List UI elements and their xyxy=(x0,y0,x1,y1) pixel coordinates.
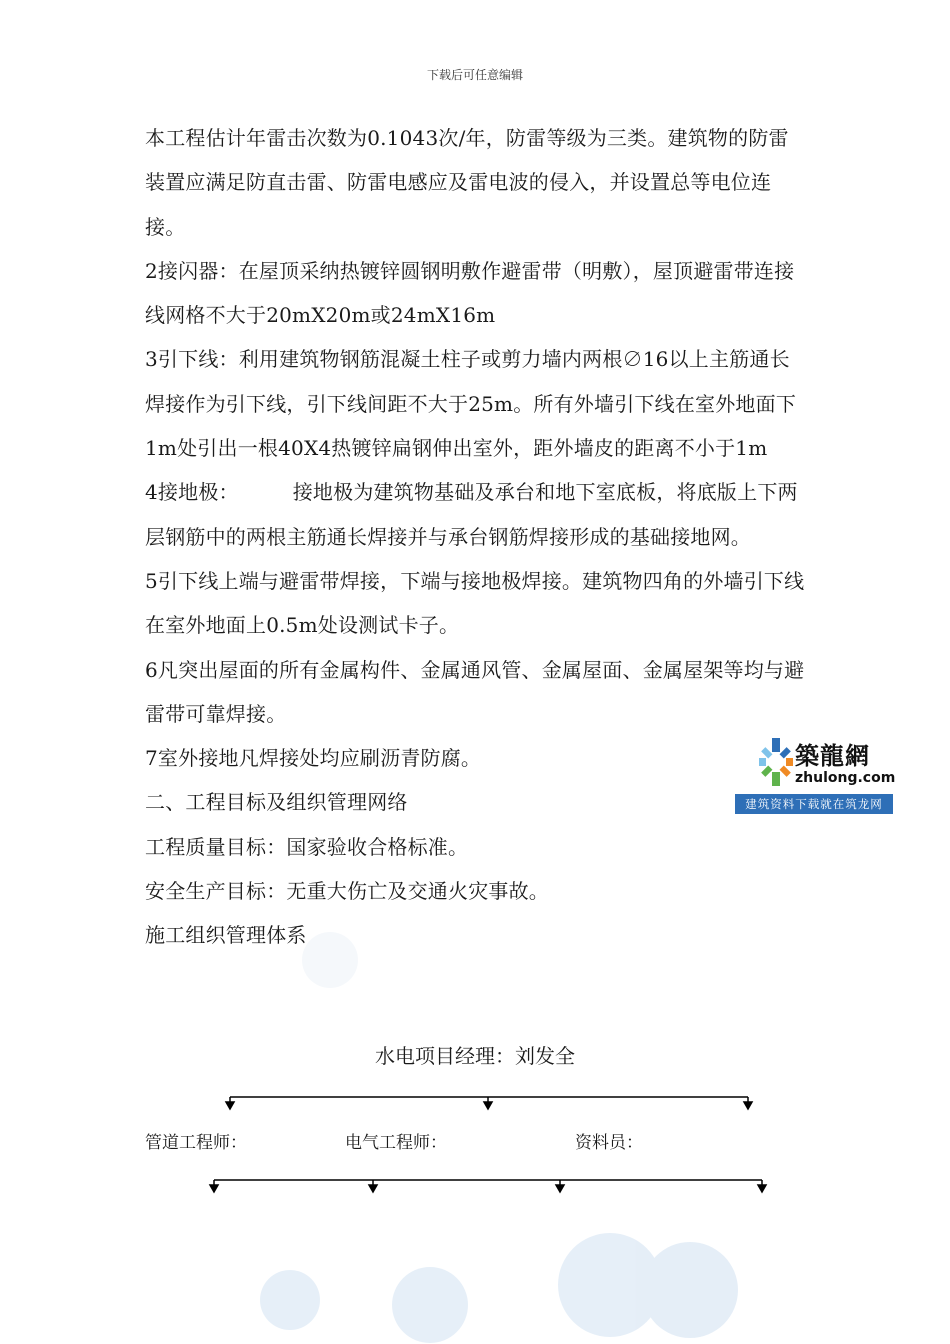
paragraph-label: 4接地极： xyxy=(145,480,239,505)
paragraph: 7室外接地凡焊接处均应刷沥青防腐。 xyxy=(145,746,482,771)
paragraph: 施工组织管理体系 xyxy=(145,923,307,948)
arrow-down-icon xyxy=(556,1185,564,1192)
logo-url: zhulong.com xyxy=(795,770,896,786)
paragraph: 2接闪器：在屋顶采纳热镀锌圆钢明敷作避雷带（明敷），屋顶避雷带连接线网格不大于20mX20m或24mX16m xyxy=(145,258,795,328)
zhulong-snowflake-icon xyxy=(759,734,793,790)
arrow-down-icon xyxy=(744,1102,752,1109)
logo-slogan: 建筑资料下载就在筑龙网 xyxy=(735,794,893,814)
arrow-down-icon xyxy=(758,1185,766,1192)
paragraph: 5引下线上端与避雷带焊接，下端与接地极焊接。建筑物四角的外墙引下线在室外地面上0.5m处设测试卡子。 xyxy=(145,568,805,638)
arrow-down-icon xyxy=(226,1102,234,1109)
paragraph-text: 接地极为建筑物基础及承台和地下室底板，将底版上下两层钢筋中的两根主筋通长焊接并与承台钢筋焊接形成的基础接地网。 xyxy=(145,480,798,549)
paragraph: 3引下线：利用建筑物钢筋混凝土柱子或剪力墙内两根∅16以上主筋通长焊接作为引下线，引下线间距不大于25m。所有外墙引下线在室外地面下1m处引出一根40X4热镀锌扁钢伸出室外，距外墙皮的距离不小于1m xyxy=(145,347,797,461)
org-chart-manager: 水电项目经理：刘发全 xyxy=(375,1044,575,1068)
paragraph: 工程质量目标：国家验收合格标准。 xyxy=(145,834,469,859)
logo-name: 築龍網 xyxy=(795,742,870,770)
arrow-down-icon xyxy=(484,1102,492,1109)
page-header: 下载后可任意编辑 xyxy=(426,68,523,82)
paragraph: 安全生产目标：无重大伤亡及交通火灾事故。 xyxy=(145,879,549,904)
section-heading: 二、工程目标及组织管理网络 xyxy=(145,790,408,815)
zhulong-logo xyxy=(735,730,896,814)
org-role-pipe-engineer: 管道工程师： xyxy=(145,1133,247,1153)
org-role-document-clerk: 资料员： xyxy=(575,1133,643,1153)
arrow-down-icon xyxy=(210,1185,218,1192)
paragraph: 本工程估计年雷击次数为0.1043次/年，防雷等级为三类。建筑物的防雷装置应满足防直击雷、防雷电感应及雷电波的侵入，并设置总等电位连接。 xyxy=(145,126,789,239)
arrow-down-icon xyxy=(369,1185,377,1192)
paragraph: 6凡突出屋面的所有金属构件、金属通风管、金属屋面、金属屋架等均与避雷带可靠焊接。 xyxy=(145,657,805,726)
org-role-electrical-engineer: 电气工程师： xyxy=(345,1133,447,1153)
